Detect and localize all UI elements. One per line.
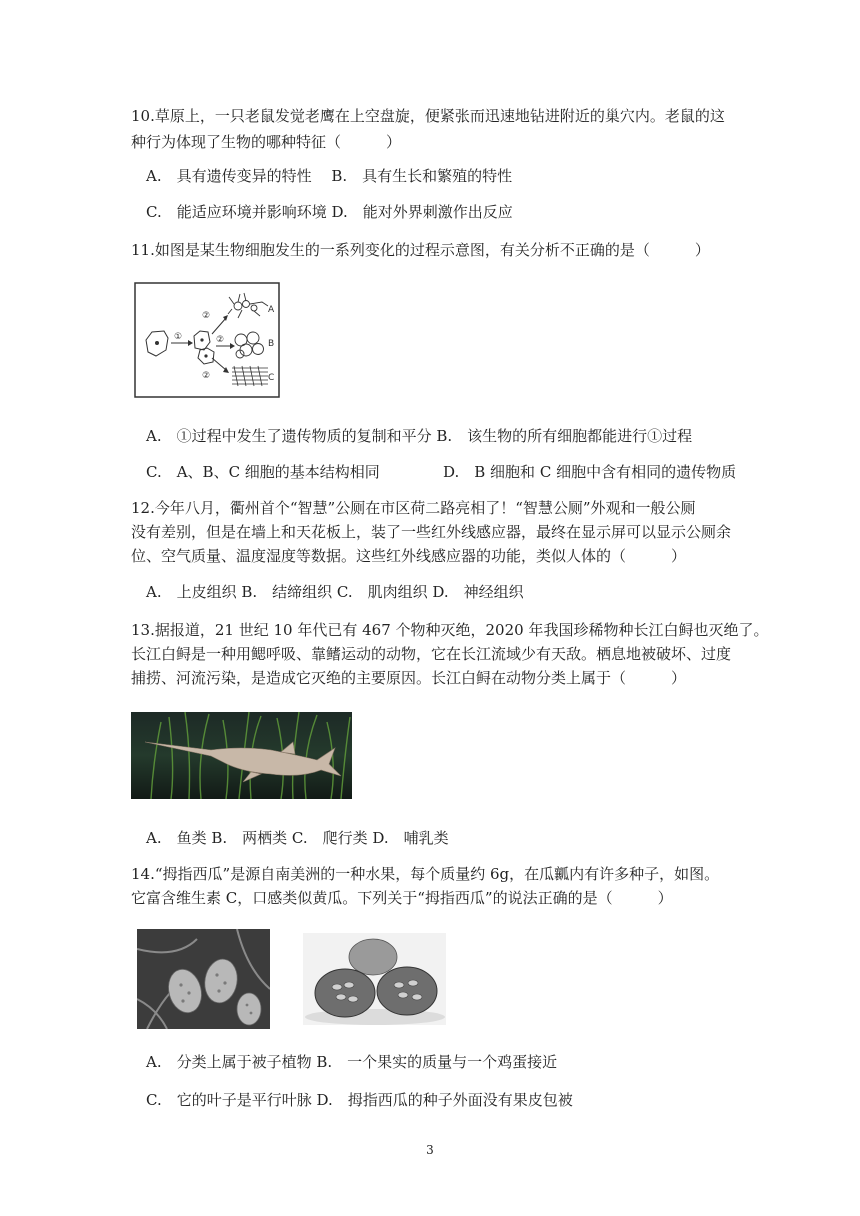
label-c: C <box>268 373 275 383</box>
label-a: A <box>268 305 275 315</box>
step-2a-label: ② <box>202 311 211 321</box>
q14-stem-line-1: 14.“拇指西瓜”是源自南美洲的一种水果，每个质量约 6g，在瓜瓤内有许多种子，如图。 <box>131 865 720 883</box>
chinese-paddlefish-photo <box>131 712 352 799</box>
q12-stem-line-3: 位、空气质量、温度湿度等数据。这些红外线感应器的功能，类似人体的（ ） <box>131 547 687 565</box>
q14-options-cd: C. 它的叶子是平行叶脉 D. 拇指西瓜的种子外面没有果皮包被 <box>146 1091 573 1109</box>
q10-options-cd: C. 能适应环境并影响环境 D. 能对外界刺激作出反应 <box>146 203 513 221</box>
q13-stem-line-2: 长江白鲟是一种用鳃呼吸、靠鳍运动的动物，它在长江流域少有天敌。栖息地被破坏、过度 <box>131 645 732 663</box>
q12-options: A. 上皮组织 B. 结缔组织 C. 肌肉组织 D. 神经组织 <box>146 583 524 601</box>
q10-options-ab: A. 具有遗传变异的特性 B. 具有生长和繁殖的特性 <box>146 167 513 185</box>
q10-stem-line-1: 10.草原上，一只老鼠发觉老鹰在上空盘旋，便紧张而迅速地钻进附近的巢穴内。老鼠的这 <box>131 107 725 125</box>
q11-options-ab: A. ①过程中发生了遗传物质的复制和平分 B. 该生物的所有细胞都能进行①过程 <box>146 427 693 445</box>
q13-stem-line-3: 捕捞、河流污染，是造成它灭绝的主要原因。长江白鲟在动物分类上属于（ ） <box>131 669 687 687</box>
cell-division-diagram <box>134 282 280 398</box>
q14-stem-line-2: 它富含维生素 C，口感类似黄瓜。下列关于“拇指西瓜”的说法正确的是（ ） <box>131 889 673 907</box>
step-2c-label: ② <box>202 371 211 381</box>
label-b: B <box>268 339 275 349</box>
thumb-melon-on-vine-photo <box>137 929 270 1029</box>
q12-stem-line-2: 没有差别，但是在墙上和天花板上，装了一些红外线感应器，最终在显示屏可以显示公厕余 <box>131 523 732 541</box>
q14-options-ab: A. 分类上属于被子植物 B. 一个果实的质量与一个鸡蛋接近 <box>146 1053 558 1071</box>
step-2b-label: ② <box>216 335 225 345</box>
step-1-label: ① <box>174 332 183 342</box>
page-number: 3 <box>426 1143 434 1157</box>
q13-stem-line-1: 13.据报道，21 世纪 10 年代已有 467 个物种灭绝，2020 年我国珍稀物种长江白鲟也灭绝了。 <box>131 621 769 639</box>
q11-stem: 11.如图是某生物细胞发生的一系列变化的过程示意图，有关分析不正确的是（ ） <box>131 241 710 259</box>
q11-option-c: C. A、B、C 细胞的基本结构相同 <box>146 463 380 481</box>
q13-options: A. 鱼类 B. 两栖类 C. 爬行类 D. 哺乳类 <box>146 829 449 847</box>
q10-stem-line-2: 种行为体现了生物的哪种特征（ ） <box>131 133 402 151</box>
q11-option-d: D. B 细胞和 C 细胞中含有相同的遗传物质 <box>443 463 737 481</box>
q12-stem-line-1: 12.今年八月，衢州首个“智慧”公厕在市区荷二路亮相了！“智慧公厕”外观和一般公厕 <box>131 499 696 517</box>
thumb-melon-cross-section-photo <box>303 933 446 1025</box>
